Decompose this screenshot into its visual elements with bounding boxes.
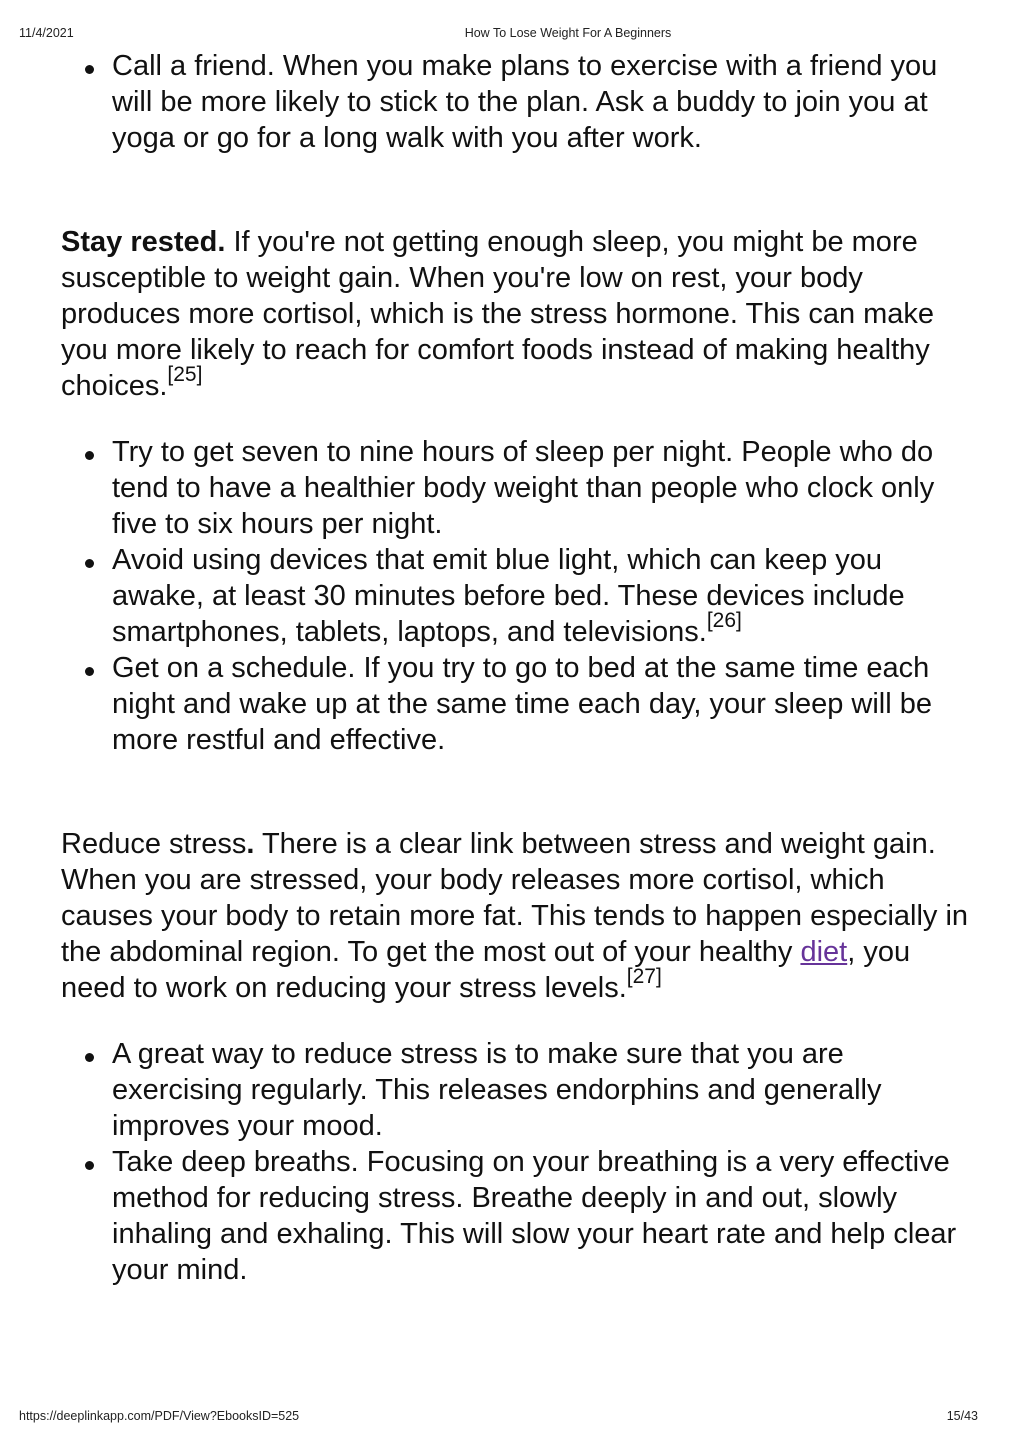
paragraph-heading: Reduce stress xyxy=(61,828,247,860)
list-item: Try to get seven to nine hours of sleep per night. People who do tend to have a healthier body weight than people who clock only five to six hours per night. xyxy=(112,434,981,542)
bullet-list-exercise xyxy=(61,48,981,156)
page-url: https://deeplinkapp.com/PDF/View?EbooksID=525 xyxy=(19,1409,300,1423)
list-item: Avoid using devices that emit blue light, which can keep you awake, at least 30 minutes before bed. These devices include smartphones, tablets, laptops, and televisions.[26] xyxy=(112,542,981,650)
paragraph-heading: Stay rested. xyxy=(61,226,226,258)
list-item: Get on a schedule. If you try to go to bed at the same time each night and wake up at the same time each day, your sleep will be more restful and effective. xyxy=(112,650,981,758)
heading-period: . xyxy=(246,828,255,860)
document-title: How To Lose Weight For A Beginners xyxy=(464,26,672,40)
bullet-list-stress xyxy=(61,1036,981,1288)
list-item: Call a friend. When you make plans to exercise with a friend you will be more likely to stick to the plan. Ask a buddy to join you at yoga or go for a long walk with you after work. xyxy=(112,48,981,156)
citation-ref[interactable]: [26] xyxy=(706,609,742,632)
paragraph-reduce-stress xyxy=(61,826,981,1006)
bullet-list-sleep xyxy=(61,434,981,758)
paragraph-body: If you're not getting enough sleep, you might be more susceptible to weight gain. When you're low on rest, your body produces more cortisol, which is the stress hormone. This can make you more likely to reach for comfort foods instead of making healthy choices. xyxy=(61,226,935,402)
print-footer xyxy=(0,1409,1024,1425)
list-item: A great way to reduce stress is to make sure that you are exercising regularly. This releases endorphins and generally improves your mood. xyxy=(112,1036,981,1144)
list-item: Take deep breaths. Focusing on your breathing is a very effective method for reducing stress. Breathe deeply in and out, slowly inhaling and exhaling. This will slow your heart rate and help clear your mind. xyxy=(112,1144,981,1288)
print-date: 11/4/2021 xyxy=(19,26,74,40)
diet-link[interactable]: diet xyxy=(800,936,848,968)
paragraph-body-end: , you need to work on reducing your stress levels. xyxy=(61,936,911,1004)
page-number: 15/43 xyxy=(946,1409,978,1423)
citation-ref[interactable]: [27] xyxy=(626,965,662,988)
print-header xyxy=(0,26,1024,42)
citation-ref[interactable]: [25] xyxy=(167,363,203,386)
paragraph-stay-rested xyxy=(61,224,981,404)
page-content xyxy=(61,48,981,1288)
paragraph-body: There is a clear link between stress and weight gain. When you are stressed, your body releases more cortisol, which causes your body to retain more fat. This tends to happen especially in the abdominal region. To get the most out of your healthy xyxy=(61,828,969,968)
